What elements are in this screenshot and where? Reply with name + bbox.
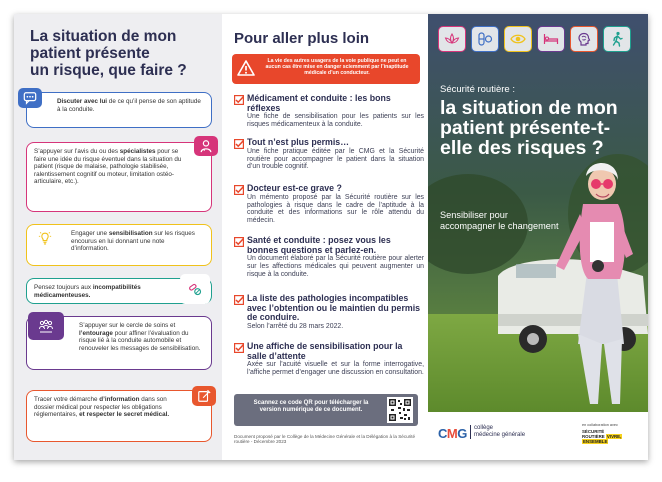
collab-label: en collaboration avec [582, 423, 618, 427]
resource-item: Médicament et conduite : les bons réflexes Une fiche de sensibilisation pour les patients sur les risques médicamenteux à la conduite. [234, 94, 424, 129]
checkbox-icon [234, 139, 244, 149]
checkbox-icon [234, 295, 244, 305]
advice-card-entourage: S’appuyer sur le cercle de soins et l’entourage pour affiner l’évaluation du risque lié à la conduite automobile et renouveler les messages de sensibilisation. [26, 316, 212, 370]
checkbox-icon [234, 95, 244, 105]
walking-person-icon [603, 26, 631, 52]
checkbox-icon [234, 185, 244, 195]
footnote: Document proposé par le Collège de la Médecine Générale et la Délégation à la Sécurité routière - Décembre 2023 [234, 434, 416, 445]
checkbox-icon [234, 237, 244, 247]
advice-card-trace: Tracer votre démarche d’information dans son dossier médical pour respecter les obligations réglementaires, et respecter le secret médical. [26, 390, 212, 442]
pills-icon [471, 26, 499, 52]
resource-item: Tout n’est plus permis… Une fiche pratique éditée par le CMG et la Sécurité routière pour accompagner le patient dans la situation d’un trouble cognitif. [234, 138, 424, 171]
left-title: La situation de mon patient présente un risque, que faire ? [30, 28, 187, 79]
lotus-icon [438, 26, 466, 52]
edit-icon [192, 386, 216, 406]
resource-item: Santé et conduite : posez vous les bonnes questions et parlez-en. Un document élaboré par la Sécurité routière pour alerter sur les affections médicales qui peuvent augmenter un risque à la conduite. [234, 236, 424, 279]
brochure-sheet [14, 14, 648, 460]
care-circle-icon [28, 312, 64, 340]
middle-title: Pour aller plus loin [234, 30, 370, 47]
left-panel [14, 14, 222, 460]
qr-download-box: Scannez ce code QR pour télécharger la version numérique de ce document. [234, 394, 418, 426]
cover-title: la situation de mon patient présente-t-elle des risques ? [440, 97, 618, 159]
warning-icon [237, 60, 255, 76]
pills-icon [180, 274, 210, 304]
resource-item: Une affiche de sensibilisation pour la salle d’attente Axée sur l’acuité visuelle et sur la forme interrogative, l’affiche permet d’engager une discussion en consultation. [234, 342, 424, 377]
advice-card-medications: Pensez toujours aux incompatibilités médicamenteuses. [26, 278, 212, 304]
bed-icon [537, 26, 565, 52]
securite-routiere-logo: SÉCURITÉ ROUTIÈRE VIVRE, ENSEMBLE [582, 429, 622, 444]
lightbulb-icon [32, 226, 58, 250]
advice-card-sensibilisation: Engager une sensibilisation sur les risques encourus en lui donnant une note d’information. [26, 224, 212, 266]
resource-item: Docteur est-ce grave ? Un mémento proposé par la Sécurité routière sur les pathologies à risque dans le cadre de l’aptitude à la conduite et des informations sur le rôle attendu du médecin. [234, 184, 424, 225]
advice-card-discuss: Discuter avec lui de ce qu’il pense de son aptitude à la conduite. [26, 92, 212, 128]
cmg-logo: CMG [438, 426, 467, 441]
advice-card-specialists: S’appuyer sur l’avis du ou des spécialistes pour se faire une idée du risque éventuel dans la situation du patient (risque de malaise, pathologie stabilisée, ralentissement cognitif ou moteur, limitation ostéo-articulaire, etc.). [26, 142, 212, 212]
chat-bubble-icon [18, 88, 42, 108]
cover-panel [428, 14, 648, 460]
resource-item: La liste des pathologies incompatibles avec l’obtention ou le maintien du permis de conduire. Selon l’arrêté du 28 mars 2022. [234, 294, 424, 331]
cover-tagline: Sensibiliser pour accompagner le changement [440, 210, 559, 231]
doctor-icon [194, 136, 218, 156]
theme-icons-row [438, 26, 644, 52]
eye-icon [504, 26, 532, 52]
middle-panel [222, 14, 428, 460]
cmg-name: collège médecine générale [470, 425, 525, 439]
brain-icon [570, 26, 598, 52]
logo-bar [428, 412, 648, 460]
warning-box: La vie des autres usagers de la voie publique ne peut en aucun cas être mise en danger sciemment par l’inaptitude médicale d’un conducteur. [232, 54, 420, 84]
qr-code[interactable] [387, 397, 413, 423]
cover-subtitle: Sécurité routière : [440, 84, 515, 95]
checkbox-icon [234, 343, 244, 353]
